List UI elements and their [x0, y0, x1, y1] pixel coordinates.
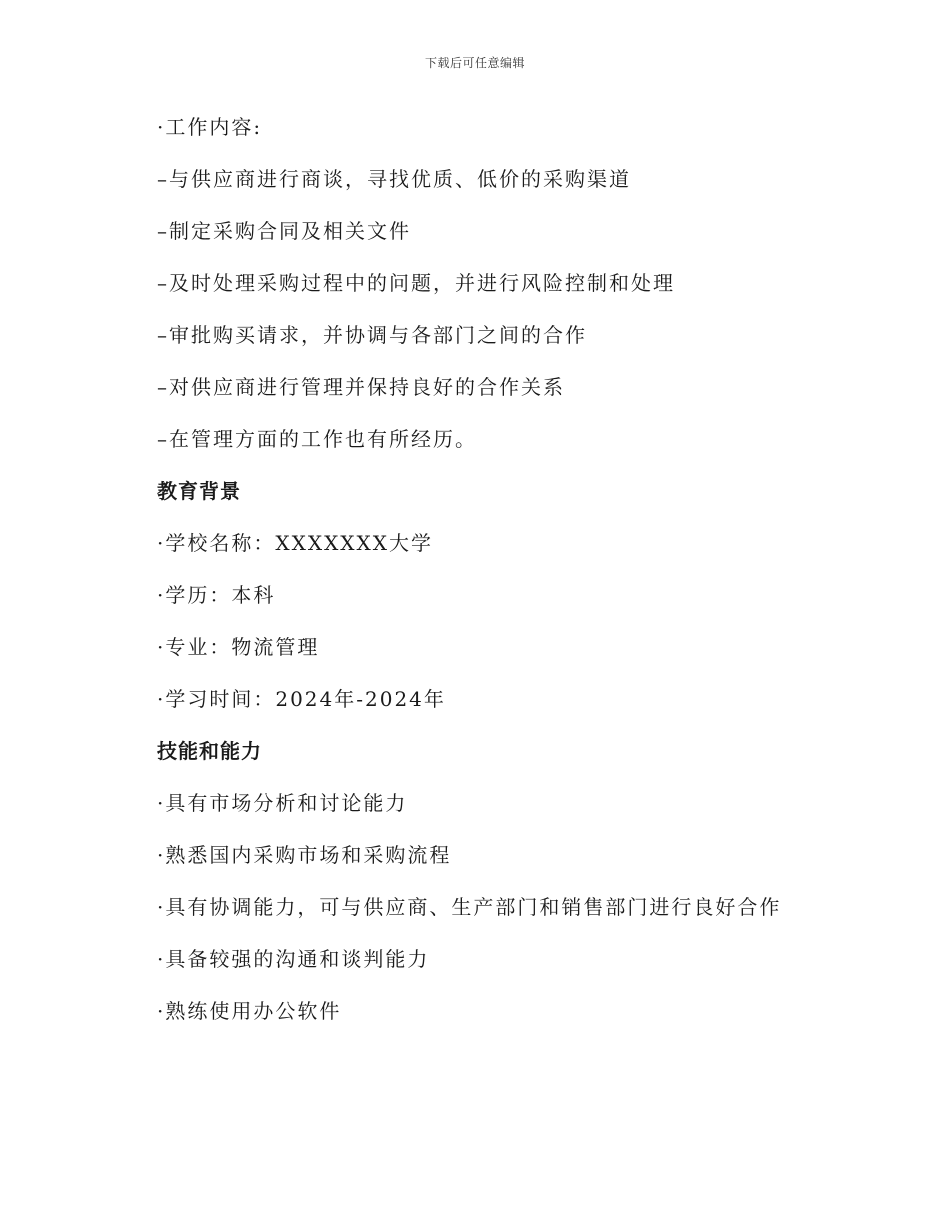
document-body: [157, 108, 877, 1044]
work-item: –制定采购合同及相关文件: [157, 219, 411, 243]
education-item: ·学历：本科: [157, 583, 276, 607]
skill-item: ·熟悉国内采购市场和采购流程: [157, 843, 452, 867]
education-item: ·学校名称：XXXXXXX大学: [157, 531, 434, 555]
work-item: –对供应商进行管理并保持良好的合作关系: [157, 375, 565, 399]
page-header-note: 下载后可任意编辑: [424, 56, 525, 70]
skill-item: ·具有协调能力，可与供应商、生产部门和销售部门进行良好合作: [157, 895, 782, 919]
work-item: –审批购买请求，并协调与各部门之间的合作: [157, 323, 587, 347]
work-item: –及时处理采购过程中的问题，并进行风险控制和处理: [157, 271, 675, 295]
education-item: ·专业：物流管理: [157, 635, 320, 659]
education-heading: 教育背景: [157, 479, 241, 503]
work-item: –与供应商进行商谈，寻找优质、低价的采购渠道: [157, 167, 631, 191]
skill-item: ·具有市场分析和讨论能力: [157, 791, 408, 815]
skills-heading: 技能和能力: [157, 739, 262, 763]
work-item: –在管理方面的工作也有所经历。: [157, 427, 477, 451]
skill-item: ·熟练使用办公软件: [157, 999, 342, 1023]
skill-item: ·具备较强的沟通和谈判能力: [157, 947, 430, 971]
education-item: ·学习时间：2024年-2024年: [157, 687, 446, 711]
work-content-title: ·工作内容:: [157, 115, 263, 139]
